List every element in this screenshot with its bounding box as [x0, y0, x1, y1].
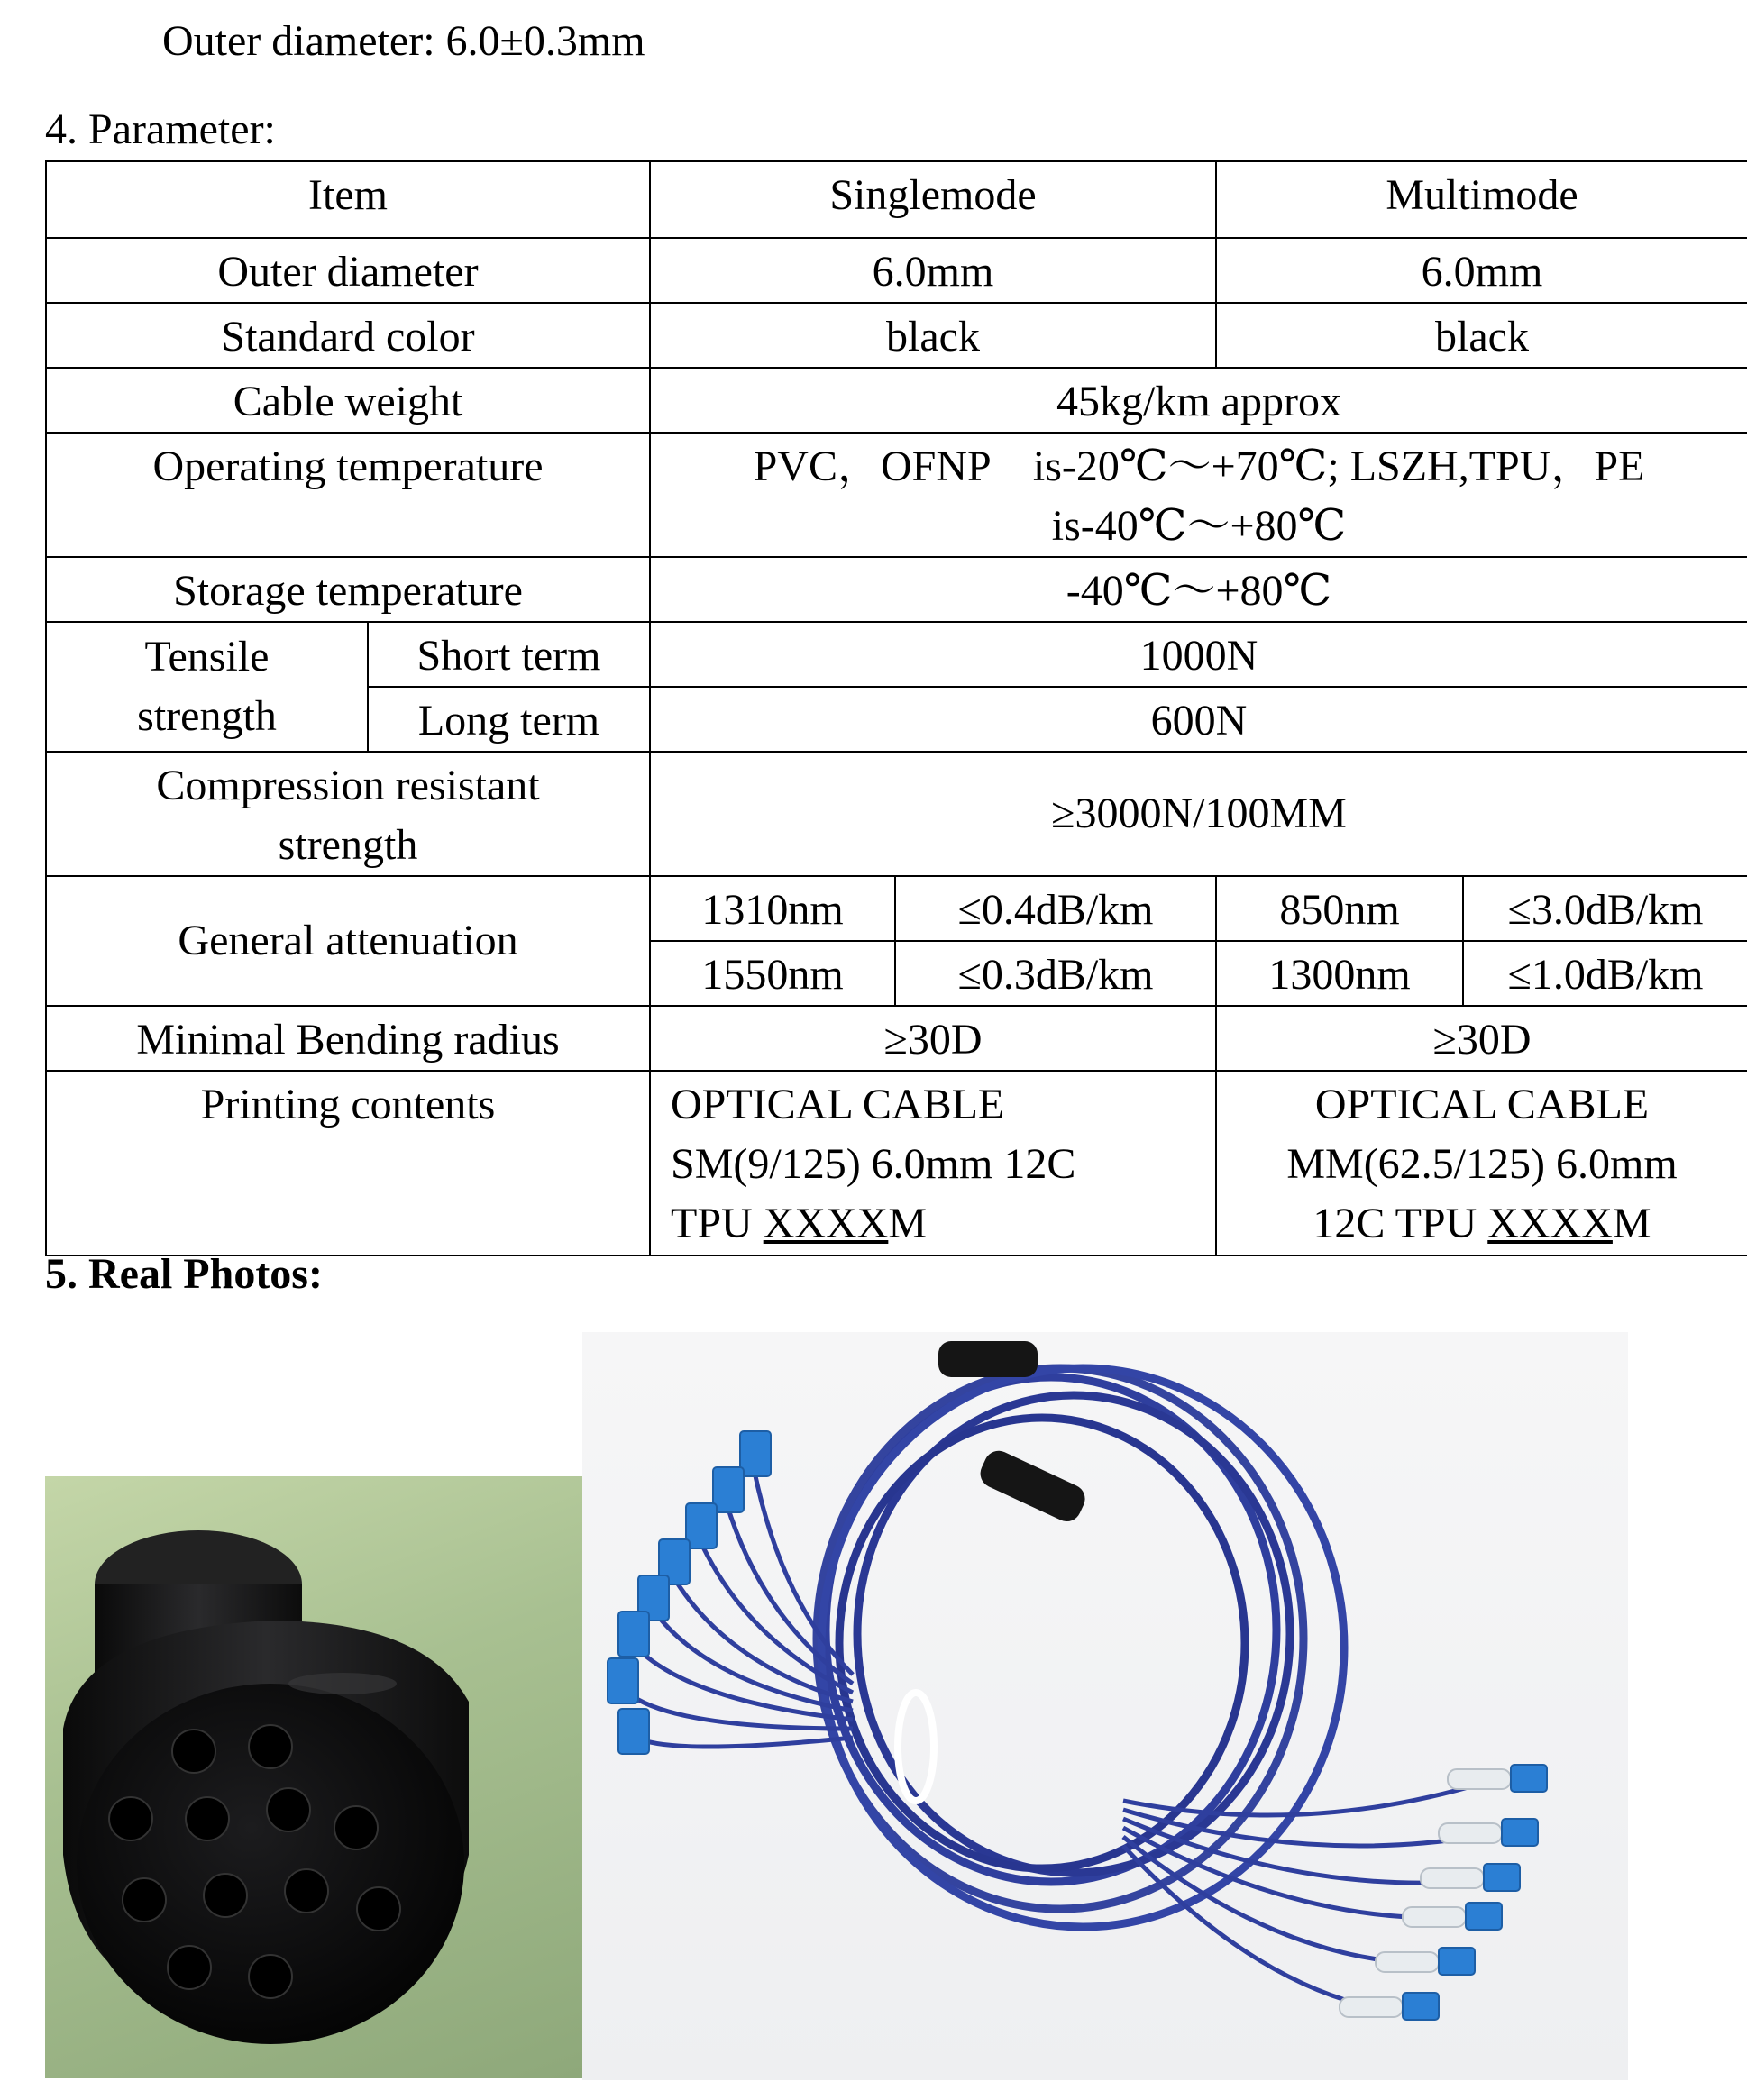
table-row [46, 752, 1747, 876]
lc-connectors [1403, 1765, 1547, 2020]
outer-diameter-sm: 6.0mm [650, 238, 1216, 303]
table-row [46, 622, 1747, 687]
fanout-cable-photo [582, 1332, 1628, 2080]
tensile-label-line1: Tensile [144, 633, 270, 680]
parameter-table [45, 160, 1747, 1256]
attenuation-sm-value: ≤0.3dB/km [895, 941, 1216, 1006]
bending-label: Minimal Bending radius [46, 1006, 650, 1071]
attenuation-sm-wavelength: 1550nm [650, 941, 895, 1006]
bending-sm: ≥30D [650, 1006, 1216, 1071]
printing-mm [1216, 1071, 1747, 1255]
standard-color-sm: black [650, 303, 1216, 368]
compression-label [46, 752, 650, 876]
printing-mm-suffix: M [1612, 1200, 1651, 1247]
cable-weight-label: Cable weight [46, 368, 650, 433]
outer-diameter-line: Outer diameter: 6.0±0.3mm [162, 17, 645, 65]
printing-sm-suffix: M [888, 1200, 928, 1247]
real-photos-heading: 5. Real Photos: [45, 1250, 323, 1298]
table-header-row [46, 161, 1747, 238]
printing-mm-placeholder: XXXX [1487, 1200, 1613, 1247]
attenuation-mm-wavelength: 850nm [1216, 876, 1463, 941]
header-singlemode: Singlemode [650, 161, 1216, 238]
storage-temperature-value: -40℃～+80℃ [650, 557, 1747, 622]
printing-mm-line2: MM(62.5/125) 6.0mm [1286, 1140, 1678, 1188]
table-row [46, 238, 1747, 303]
header-multimode: Multimode [1216, 161, 1747, 238]
parameter-heading: 4. Parameter: [45, 105, 276, 153]
table-row [46, 557, 1747, 622]
table-row [46, 1071, 1747, 1255]
compression-label-line2: strength [278, 821, 418, 869]
table-row [46, 1006, 1747, 1071]
compression-label-line1: Compression resistant [156, 762, 540, 809]
table-row [46, 303, 1747, 368]
printing-label: Printing contents [46, 1071, 650, 1255]
table-row [46, 876, 1747, 941]
connector-illustration [45, 1476, 584, 2078]
printing-sm-line3 [671, 1194, 1208, 1254]
printing-mm-line3 [1224, 1194, 1740, 1254]
printing-mm-line1: OPTICAL CABLE [1314, 1081, 1650, 1128]
fanout-housing-top [938, 1341, 1038, 1377]
highlight [288, 1673, 397, 1694]
operating-temperature-line1: PVC，OFNP is-20℃～+70℃; LSZH,TPU，PE [753, 443, 1645, 490]
outer-diameter-mm: 6.0mm [1216, 238, 1747, 303]
standard-color-label: Standard color [46, 303, 650, 368]
cable-weight-value: 45kg/km approx [650, 368, 1747, 433]
storage-temperature-label: Storage temperature [46, 557, 650, 622]
table-row [46, 433, 1747, 557]
cable-tie [898, 1693, 934, 1801]
tensile-short-value: 1000N [650, 622, 1747, 687]
printing-sm-line2: SM(9/125) 6.0mm 12C [671, 1140, 1076, 1188]
printing-sm-prefix: TPU [671, 1200, 764, 1247]
compression-value: ≥3000N/100MM [650, 752, 1747, 876]
tensile-strength-label [46, 622, 368, 752]
operating-temperature-label: Operating temperature [46, 433, 650, 557]
printing-sm [650, 1071, 1216, 1255]
tensile-label-line2: strength [137, 692, 277, 740]
bending-mm: ≥30D [1216, 1006, 1747, 1071]
operating-temperature-value [650, 433, 1747, 557]
outer-diameter-label: Outer diameter [46, 238, 650, 303]
fanout-housing-mid [975, 1447, 1090, 1527]
operating-temperature-line2: is-40℃～+80℃ [1051, 502, 1347, 550]
tensile-short-label: Short term [368, 622, 650, 687]
tensile-long-value: 600N [650, 687, 1747, 752]
standard-color-mm: black [1216, 303, 1747, 368]
printing-sm-line1: OPTICAL CABLE [671, 1081, 1005, 1128]
attenuation-sm-wavelength: 1310nm [650, 876, 895, 941]
printing-sm-placeholder: XXXX [763, 1200, 889, 1247]
table-row [46, 368, 1747, 433]
attenuation-mm-value: ≤3.0dB/km [1463, 876, 1747, 941]
printing-mm-prefix: 12C TPU [1313, 1200, 1488, 1247]
cable-coils [817, 1368, 1344, 1927]
header-item: Item [46, 161, 650, 238]
tensile-long-label: Long term [368, 687, 650, 752]
attenuation-mm-value: ≤1.0dB/km [1463, 941, 1747, 1006]
connector-photo [45, 1476, 584, 2078]
fanout-cable-illustration [582, 1332, 1628, 2080]
attenuation-label: General attenuation [46, 876, 650, 1006]
sc-connectors [608, 1431, 771, 1754]
attenuation-sm-value: ≤0.4dB/km [895, 876, 1216, 941]
attenuation-mm-wavelength: 1300nm [1216, 941, 1463, 1006]
